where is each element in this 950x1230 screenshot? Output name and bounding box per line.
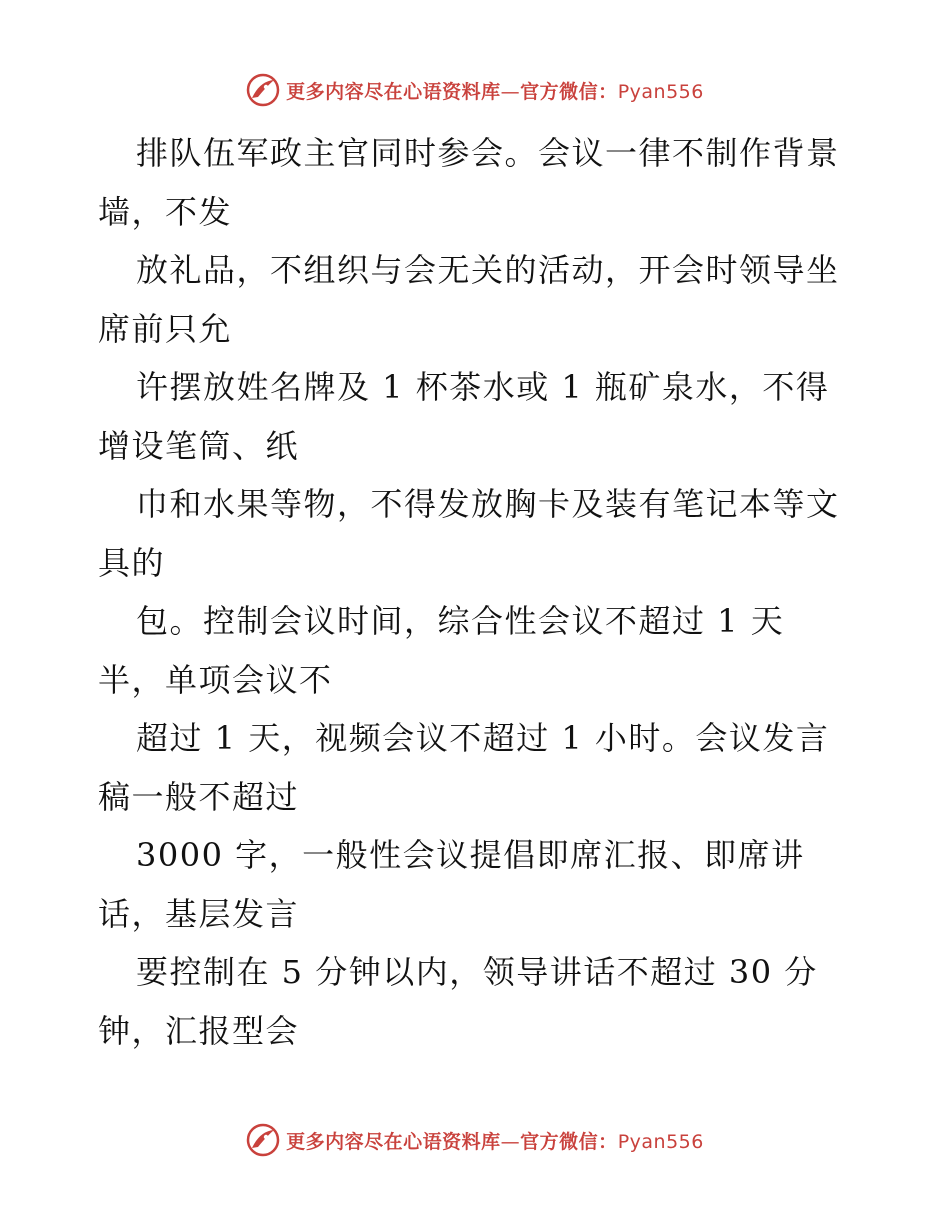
watermark-text: 更多内容尽在心语资料库—官方微信：Pyan556: [286, 1130, 704, 1153]
watermark-text: 更多内容尽在心语资料库—官方微信：Pyan556: [286, 80, 704, 103]
text-line: 许摆放姓名牌及 1 杯茶水或 1 瓶矿泉水，不得: [136, 368, 830, 406]
text-line: 巾和水果等物，不得发放胸卡及装有笔记本等文: [136, 485, 840, 523]
text-line: 3000 字，一般性会议提倡即席汇报、即席讲: [136, 836, 805, 874]
text-line: 包。控制会议时间，综合性会议不超过 1 天: [136, 602, 785, 640]
text-line: 席前只允: [98, 309, 233, 348]
text-line: 放礼品，不组织与会无关的活动，开会时领导坐: [136, 251, 840, 289]
text-line: 排队伍军政主官同时参会。会议一律不制作背景: [136, 134, 840, 172]
text-line: 要控制在 5 分钟以内，领导讲话不超过 30 分: [136, 953, 818, 991]
document-body: [98, 124, 868, 1060]
text-line: 稿一般不超过: [98, 777, 300, 816]
text-line: 话，基层发言: [98, 894, 300, 933]
pen-logo-icon: [246, 73, 280, 107]
header-watermark: [0, 70, 950, 110]
text-line: 墙，不发: [98, 192, 233, 231]
text-line: 超过 1 天，视频会议不超过 1 小时。会议发言: [136, 719, 830, 757]
text-line: 增设笔筒、纸: [98, 426, 300, 465]
text-line: 具的: [98, 543, 166, 582]
text-line: 钟，汇报型会: [98, 1011, 300, 1050]
pen-logo-icon: [246, 1123, 280, 1157]
text-line: 半，单项会议不: [98, 660, 333, 699]
footer-watermark: [0, 1120, 950, 1160]
